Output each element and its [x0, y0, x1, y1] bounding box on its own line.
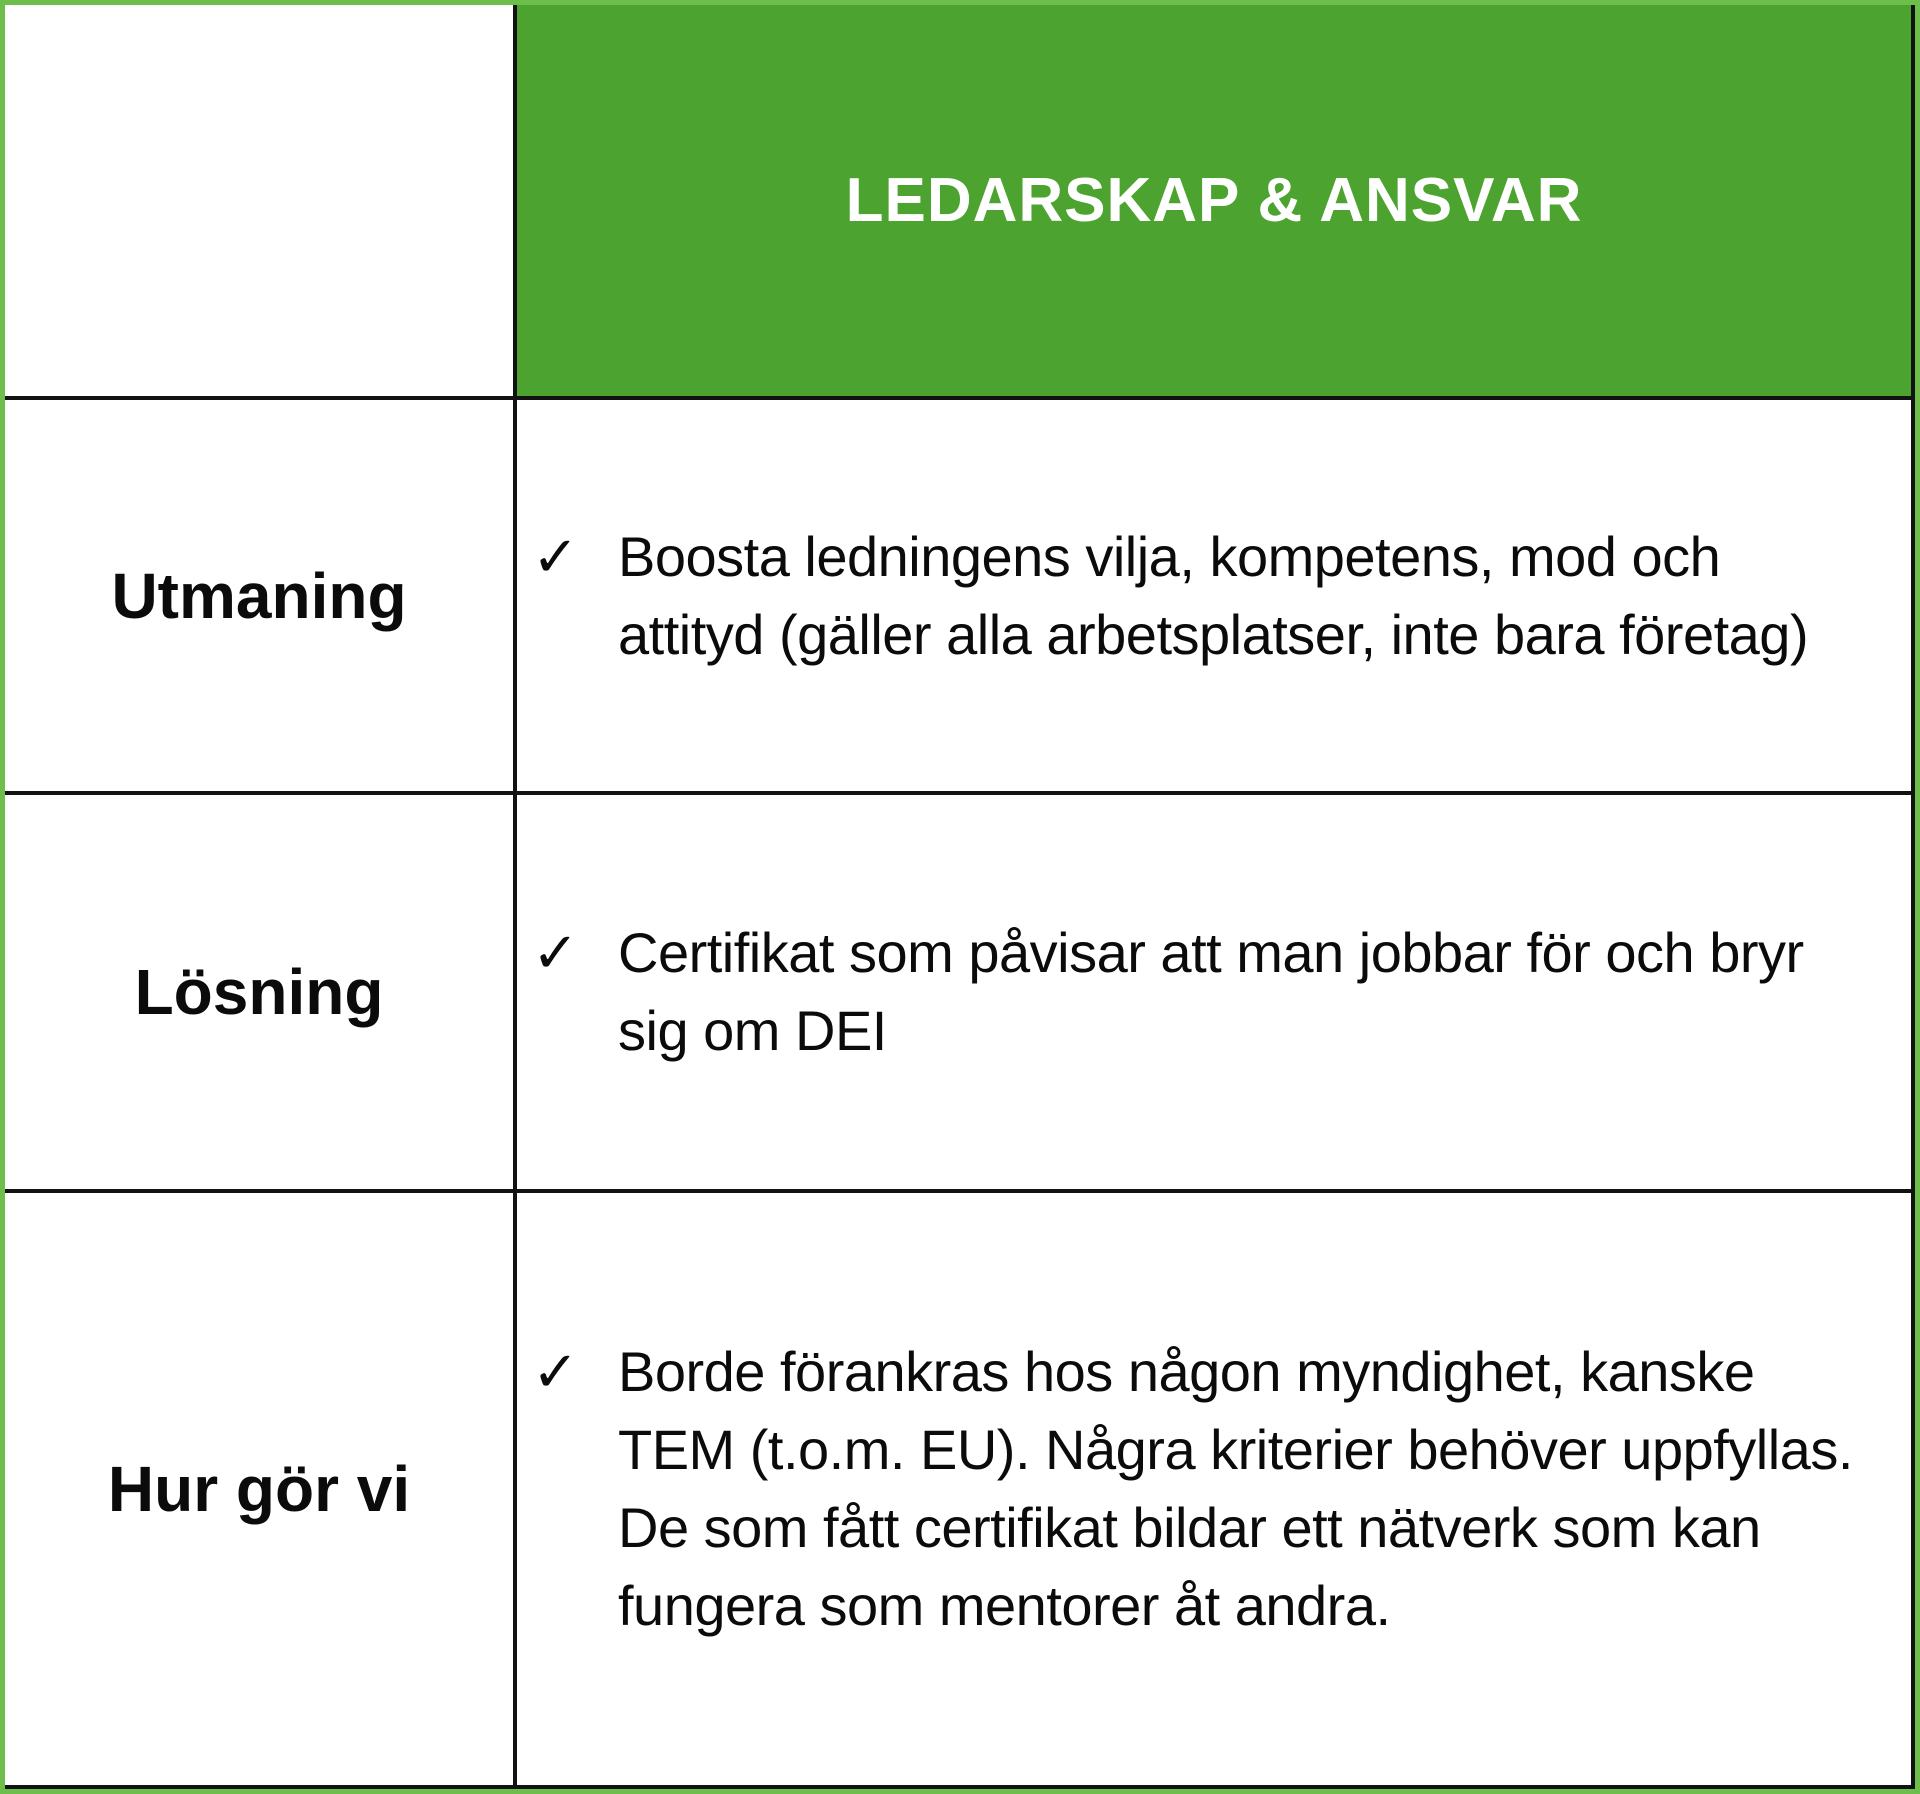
bullet-text: Certifikat som påvisar att man jobbar för och bryr sig om DEI	[618, 921, 1804, 1062]
check-icon: ✓	[532, 921, 579, 984]
row-content-cell-utmaning	[517, 400, 1915, 795]
row-label: Lösning	[134, 956, 384, 1028]
bullet-item	[517, 518, 1873, 674]
table-header-cell	[517, 5, 1915, 400]
check-icon: ✓	[532, 524, 579, 588]
bullet-item	[517, 914, 1873, 1070]
row-label-cell-utmaning	[5, 400, 517, 795]
bullet-text: Boosta ledningens vilja, kompetens, mod och attityd (gäller alla arbetsplatser, inte bara företag)	[618, 524, 1809, 666]
row-label-cell-losning	[5, 795, 517, 1193]
row-content-cell-hur-gor-vi	[517, 1193, 1915, 1789]
check-icon: ✓	[532, 1340, 579, 1403]
corner-cell	[5, 5, 517, 400]
row-content-cell-losning	[517, 795, 1915, 1193]
row-label-cell-hur-gor-vi	[5, 1193, 517, 1789]
bullet-item	[517, 1333, 1873, 1645]
table-header-title: LEDARSKAP & ANSVAR	[845, 166, 1583, 235]
comparison-table	[5, 5, 1915, 1789]
bullet-text: Borde förankras hos någon myndighet, kanske TEM (t.o.m. EU). Några kriterier behöver uppfyllas. De som fått certifikat bildar ett nätverk som kan fungera som mentorer åt andra.	[618, 1340, 1853, 1637]
row-label: Hur gör vi	[107, 1453, 411, 1525]
row-label: Utmaning	[111, 559, 407, 632]
